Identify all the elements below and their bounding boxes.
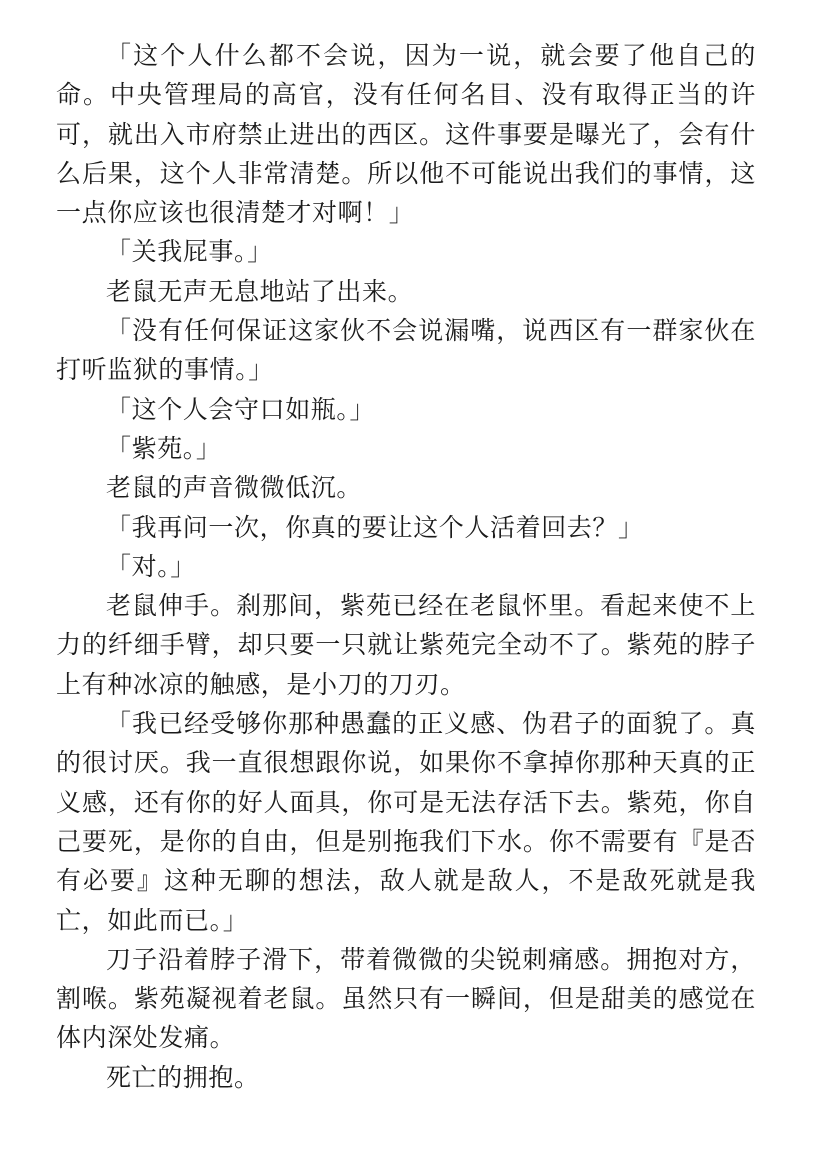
paragraph: 刀子沿着脖子滑下，带着微微的尖锐刺痛感。拥抱对方，割喉。紫苑凝视着老鼠。虽然只有一瞬间，但是甜美的感觉在体内深处发痛。 — [56, 944, 756, 1053]
paragraph: 老鼠无声无息地站了出来。 — [106, 276, 414, 306]
paragraph: 「关我屁事。」 — [106, 237, 273, 267]
document-page — [56, 36, 756, 1097]
paragraph: 死亡的拥抱。 — [106, 1062, 260, 1092]
paragraph: 「对。」 — [106, 551, 196, 581]
paragraph: 「这个人什么都不会说，因为一说，就会要了他自己的命。中央管理局的高官，没有任何名目、没有取得正当的许可，就出入市府禁止进出的西区。这件事要是曝光了，会有什么后果，这个人非常清楚。所以他不可能说出我们的事情，这一点你应该也很清楚才对啊！」 — [56, 41, 756, 228]
paragraph: 老鼠的声音微微低沉。 — [106, 473, 363, 503]
paragraph: 「我已经受够你那种愚蠢的正义感、伪君子的面貌了。真的很讨厌。我一直很想跟你说，如果你不拿掉你那种天真的正义感，还有你的好人面具，你可是无法存活下去。紫苑，你自己要死，是你的自由，但是别拖我们下水。你不需要有『是否有必要』这种无聊的想法，敌人就是敌人，不是敌死就是我亡，如此而已。」 — [56, 709, 756, 935]
paragraph: 「这个人会守口如瓶。」 — [106, 394, 376, 424]
paragraph: 老鼠伸手。刹那间，紫苑已经在老鼠怀里。看起来使不上力的纤细手臂，却只要一只就让紫苑完全动不了。紫苑的脖子上有种冰凉的触感，是小刀的刀刃。 — [56, 591, 756, 699]
paragraph: 「紫苑。」 — [106, 433, 222, 463]
paragraph: 「没有任何保证这家伙不会说漏嘴，说西区有一群家伙在打听监狱的事情。」 — [56, 316, 756, 385]
paragraph: 「我再问一次，你真的要让这个人活着回去？」 — [106, 512, 644, 542]
